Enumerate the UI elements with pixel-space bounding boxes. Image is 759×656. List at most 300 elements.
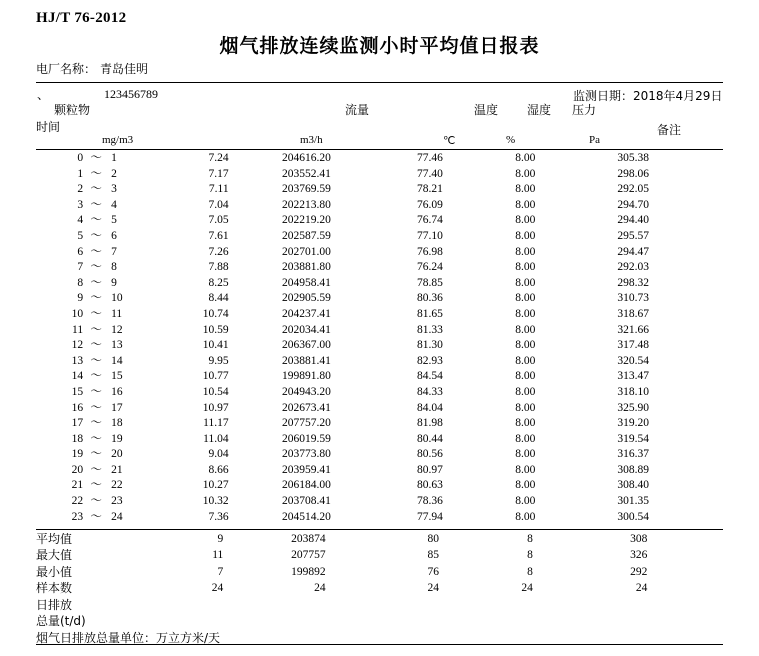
footnote-text: 烟气日排放总量单位：万立方米/天 <box>36 631 221 645</box>
cell-flow: 202213.80 <box>281 198 331 211</box>
cell-particulate: 7.88 <box>208 261 229 274</box>
cell-tilde: ～ <box>90 167 102 180</box>
cell-particulate: 10.77 <box>202 370 229 383</box>
cell-hour-start: 16 <box>71 401 84 414</box>
cell-pressure: 298.06 <box>617 167 650 180</box>
cell-remark <box>693 276 723 292</box>
page-title: 烟气排放连续监测小时平均值日报表 <box>219 35 540 57</box>
summary-particulate: 7 <box>217 565 224 578</box>
cell-temperature: 77.94 <box>416 510 443 523</box>
cell-tilde: ～ <box>90 261 102 274</box>
cell-flow: 203708.41 <box>281 495 331 508</box>
cell-temperature: 78.21 <box>416 183 443 196</box>
unit-flow: m3/h <box>300 134 323 146</box>
column-header-particulate: 颗粒物 <box>54 103 91 117</box>
summary-particulate: 24 <box>211 582 224 595</box>
cell-remark <box>693 354 723 370</box>
table-row <box>36 416 723 432</box>
cell-flow: 202905.59 <box>281 292 331 305</box>
table-row <box>36 494 723 510</box>
cell-hour-start: 22 <box>71 495 84 508</box>
cell-hour-start: 3 <box>77 198 84 211</box>
table-row <box>36 369 723 385</box>
cell-particulate: 8.66 <box>208 463 229 476</box>
summary-remark <box>691 564 723 580</box>
cell-remark <box>693 494 723 510</box>
cell-temperature: 76.24 <box>416 261 443 274</box>
cell-tilde: ～ <box>90 479 102 492</box>
cell-humidity: 8.00 <box>515 463 536 476</box>
column-header-pressure: 压力 <box>572 103 597 117</box>
cell-remark <box>693 213 723 229</box>
table-row <box>36 151 723 167</box>
cell-hour-end: 6 <box>111 229 117 242</box>
standard-number: HJ/T 76-2012 <box>36 10 127 26</box>
cell-pressure: 294.40 <box>617 214 650 227</box>
summary-flow: 24 <box>314 582 326 595</box>
summary-flow: 199892 <box>291 565 326 578</box>
cell-remark <box>693 369 723 385</box>
cell-hour-start: 21 <box>71 479 84 492</box>
cell-flow: 202673.41 <box>281 401 331 414</box>
table-row <box>36 564 723 580</box>
cell-humidity: 8.00 <box>515 245 536 258</box>
summary-humidity: 8 <box>527 549 533 562</box>
cell-particulate: 7.24 <box>208 152 229 164</box>
summary-label: 最小值 <box>36 564 73 579</box>
summary-temperature: 24 <box>427 582 440 595</box>
cell-hour-start: 17 <box>71 417 84 430</box>
cell-remark <box>693 416 723 432</box>
column-header-flow: 流量 <box>345 103 370 117</box>
serial-number: 123456789 <box>104 87 158 101</box>
cell-humidity: 8.00 <box>515 261 536 274</box>
cell-pressure: 300.54 <box>617 510 650 523</box>
cell-tilde: ～ <box>90 276 102 289</box>
cell-hour-end: 20 <box>111 448 123 461</box>
table-row <box>36 229 723 245</box>
cell-flow: 204616.20 <box>281 152 331 164</box>
cell-flow: 202587.59 <box>281 229 331 242</box>
cell-particulate: 9.95 <box>208 354 229 367</box>
cell-pressure: 318.10 <box>617 385 650 398</box>
divider-header <box>36 149 723 150</box>
cell-temperature: 80.36 <box>416 292 443 305</box>
cell-humidity: 8.00 <box>515 214 536 227</box>
summary-table <box>36 531 723 597</box>
cell-humidity: 8.00 <box>515 152 536 164</box>
cell-flow: 203881.80 <box>281 261 331 274</box>
cell-remark <box>693 245 723 261</box>
unit-particulate: mg/m3 <box>102 134 134 146</box>
cell-pressure: 294.70 <box>617 198 650 211</box>
cell-remark <box>693 510 723 526</box>
summary-flow: 207757 <box>291 549 326 562</box>
table-row <box>36 182 723 198</box>
cell-particulate: 7.36 <box>208 510 229 523</box>
table-row <box>36 447 723 463</box>
cell-remark <box>693 198 723 214</box>
cell-flow: 202701.00 <box>281 245 331 258</box>
summary-label: 最大值 <box>36 548 73 563</box>
cell-humidity: 8.00 <box>515 448 536 461</box>
cell-tilde: ～ <box>90 198 102 211</box>
cell-tilde: ～ <box>90 229 102 242</box>
cell-hour-start: 9 <box>77 292 84 305</box>
divider-summary <box>36 529 723 530</box>
cell-remark <box>693 151 723 167</box>
cell-hour-end: 18 <box>111 417 123 430</box>
summary-humidity: 8 <box>527 565 533 578</box>
cell-humidity: 8.00 <box>515 198 536 211</box>
cell-flow: 202034.41 <box>281 323 331 336</box>
cell-particulate: 10.74 <box>202 307 229 320</box>
cell-remark <box>693 323 723 339</box>
table-row <box>36 401 723 417</box>
hourly-data-body <box>36 151 723 525</box>
cell-temperature: 80.56 <box>416 448 443 461</box>
cell-tilde: ～ <box>90 339 102 352</box>
cell-temperature: 78.36 <box>416 495 443 508</box>
cell-temperature: 80.97 <box>416 463 443 476</box>
cell-particulate: 7.04 <box>208 198 229 211</box>
cell-hour-end: 19 <box>111 432 123 445</box>
column-header-remark: 备注 <box>657 123 682 137</box>
table-row <box>36 510 723 526</box>
cell-temperature: 77.10 <box>416 229 443 242</box>
column-header-temperature: 温度 <box>474 103 499 117</box>
cell-flow: 199891.80 <box>281 370 331 383</box>
summary-flow: 203874 <box>291 533 326 545</box>
cell-humidity: 8.00 <box>515 307 536 320</box>
cell-flow: 206019.59 <box>281 432 331 445</box>
cell-remark <box>693 447 723 463</box>
summary-remark <box>691 547 723 563</box>
cell-hour-start: 10 <box>71 307 84 320</box>
cell-tilde: ～ <box>90 417 102 430</box>
cell-humidity: 8.00 <box>515 323 536 336</box>
cell-flow: 206184.00 <box>281 479 331 492</box>
cell-temperature: 81.33 <box>416 323 443 336</box>
cell-hour-end: 11 <box>111 307 123 320</box>
table-row <box>36 547 723 563</box>
cell-humidity: 8.00 <box>515 183 536 196</box>
cell-flow: 203959.41 <box>281 463 331 476</box>
cell-humidity: 8.00 <box>515 401 536 414</box>
cell-pressure: 308.89 <box>617 463 650 476</box>
unit-temperature: ℃ <box>443 135 456 147</box>
cell-temperature: 76.98 <box>416 245 443 258</box>
cell-remark <box>693 291 723 307</box>
plant-name-label: 电厂名称： <box>36 62 97 76</box>
summary-pressure: 24 <box>635 582 648 595</box>
cell-pressure: 319.54 <box>617 432 650 445</box>
cell-tilde: ～ <box>90 292 102 305</box>
cell-pressure: 310.73 <box>617 292 650 305</box>
unit-pressure: Pa <box>589 134 600 146</box>
cell-humidity: 8.00 <box>515 432 536 445</box>
cell-tilde: ～ <box>90 370 102 383</box>
daily-emission-line1: 日排放 <box>36 598 73 612</box>
cell-tilde: ～ <box>90 245 102 258</box>
summary-temperature: 80 <box>427 533 440 545</box>
cell-tilde: ～ <box>90 183 102 196</box>
cell-remark <box>693 307 723 323</box>
cell-tilde: ～ <box>90 214 102 227</box>
cell-hour-start: 23 <box>71 510 84 523</box>
cell-temperature: 81.65 <box>416 307 443 320</box>
cell-flow: 206367.00 <box>281 339 331 352</box>
cell-particulate: 7.05 <box>208 214 229 227</box>
summary-pressure: 326 <box>630 549 648 562</box>
cell-temperature: 81.30 <box>416 339 443 352</box>
cell-pressure: 321.66 <box>617 323 650 336</box>
cell-pressure: 313.47 <box>617 370 650 383</box>
cell-remark <box>693 229 723 245</box>
cell-hour-end: 8 <box>111 261 117 274</box>
cell-hour-start: 0 <box>77 152 84 164</box>
table-row <box>36 307 723 323</box>
cell-temperature: 84.54 <box>416 370 443 383</box>
cell-remark <box>693 478 723 494</box>
cell-particulate: 11.04 <box>203 432 229 445</box>
summary-particulate: 9 <box>217 533 224 545</box>
cell-temperature: 76.74 <box>416 214 443 227</box>
cell-humidity: 8.00 <box>515 229 536 242</box>
cell-hour-start: 14 <box>71 370 84 383</box>
table-row <box>36 432 723 448</box>
cell-tilde: ～ <box>90 448 102 461</box>
cell-pressure: 318.67 <box>617 307 650 320</box>
cell-hour-start: 19 <box>71 448 84 461</box>
table-row <box>36 338 723 354</box>
table-row <box>36 385 723 401</box>
cell-particulate: 10.97 <box>202 401 229 414</box>
cell-hour-end: 13 <box>111 339 123 352</box>
cell-remark <box>693 167 723 183</box>
table-row <box>36 478 723 494</box>
cell-pressure: 325.90 <box>617 401 650 414</box>
monitor-date: 监测日期：2018年4月29日 <box>573 89 723 103</box>
cell-flow: 203769.59 <box>281 183 331 196</box>
cell-hour-start: 1 <box>77 167 84 180</box>
cell-tilde: ～ <box>90 401 102 414</box>
cell-humidity: 8.00 <box>515 339 536 352</box>
cell-flow: 204943.20 <box>281 385 331 398</box>
cell-temperature: 81.98 <box>416 417 443 430</box>
cell-humidity: 8.00 <box>515 510 536 523</box>
cell-hour-start: 8 <box>77 276 84 289</box>
cell-pressure: 317.48 <box>617 339 650 352</box>
cell-flow: 203881.41 <box>281 354 331 367</box>
cell-hour-end: 4 <box>111 198 117 211</box>
summary-particulate: 11 <box>212 549 224 562</box>
cell-pressure: 295.57 <box>617 229 650 242</box>
table-row <box>36 531 723 547</box>
cell-flow: 203773.80 <box>281 448 331 461</box>
cell-hour-start: 5 <box>77 229 84 242</box>
cell-pressure: 305.38 <box>617 152 650 164</box>
cell-tilde: ～ <box>90 463 102 476</box>
summary-temperature: 85 <box>427 549 440 562</box>
cell-remark <box>693 338 723 354</box>
cell-temperature: 76.09 <box>416 198 443 211</box>
cell-temperature: 77.46 <box>416 152 443 164</box>
cell-humidity: 8.00 <box>515 276 536 289</box>
table-row <box>36 323 723 339</box>
cell-hour-end: 16 <box>111 385 123 398</box>
cell-pressure: 294.47 <box>617 245 650 258</box>
unit-humidity: % <box>506 134 516 146</box>
cell-hour-end: 17 <box>111 401 123 414</box>
cell-temperature: 78.85 <box>416 276 443 289</box>
divider-top <box>36 82 723 83</box>
cell-remark <box>693 182 723 198</box>
daily-emission-line2: 总量(t/d) <box>36 614 86 629</box>
cell-particulate: 11.17 <box>203 417 229 430</box>
cell-hour-end: 22 <box>111 479 123 492</box>
cell-hour-end: 15 <box>111 370 123 383</box>
summary-pressure: 308 <box>630 533 648 545</box>
plant-name-line <box>36 60 148 77</box>
summary-humidity: 8 <box>527 533 533 545</box>
cell-particulate: 7.11 <box>208 183 229 196</box>
cell-temperature: 84.33 <box>416 385 443 398</box>
summary-label: 样本数 <box>36 581 73 596</box>
table-row <box>36 260 723 276</box>
cell-flow: 204514.20 <box>281 510 331 523</box>
table-row <box>36 291 723 307</box>
summary-temperature: 76 <box>427 565 440 578</box>
table-row <box>36 354 723 370</box>
cell-pressure: 308.40 <box>617 479 650 492</box>
cell-humidity: 8.00 <box>515 167 536 180</box>
plant-name-value: 青岛佳明 <box>100 62 149 76</box>
hourly-data-table <box>36 151 723 525</box>
cell-hour-start: 7 <box>77 261 84 274</box>
cell-hour-end: 3 <box>111 183 117 196</box>
cell-tilde: ～ <box>90 307 102 320</box>
cell-hour-start: 20 <box>71 463 84 476</box>
cell-hour-start: 6 <box>77 245 84 258</box>
cell-pressure: 298.32 <box>617 276 650 289</box>
cell-remark <box>693 260 723 276</box>
cell-tilde: ～ <box>90 152 102 164</box>
cell-flow: 207757.20 <box>281 417 331 430</box>
cell-tilde: ～ <box>90 510 102 523</box>
cell-flow: 204237.41 <box>281 307 331 320</box>
cell-hour-start: 2 <box>77 183 84 196</box>
cell-humidity: 8.00 <box>515 370 536 383</box>
column-header-time: 时间 <box>36 120 61 134</box>
cell-hour-start: 18 <box>71 432 84 445</box>
cell-hour-start: 4 <box>77 214 84 227</box>
cell-particulate: 7.61 <box>208 229 229 242</box>
summary-label: 平均值 <box>36 532 73 546</box>
cell-hour-end: 1 <box>111 152 117 164</box>
summary-body <box>36 531 723 597</box>
cell-tilde: ～ <box>90 385 102 398</box>
cell-remark <box>693 463 723 479</box>
cell-tilde: ～ <box>90 495 102 508</box>
dash-mark: 、 <box>37 88 50 102</box>
cell-particulate: 9.04 <box>208 448 229 461</box>
cell-hour-end: 10 <box>111 292 123 305</box>
daily-emission-label <box>36 597 86 630</box>
cell-flow: 203552.41 <box>281 167 331 180</box>
cell-particulate: 10.41 <box>202 339 229 352</box>
cell-tilde: ～ <box>90 354 102 367</box>
cell-particulate: 7.26 <box>208 245 229 258</box>
cell-flow: 202219.20 <box>281 214 331 227</box>
cell-temperature: 80.63 <box>416 479 443 492</box>
cell-humidity: 8.00 <box>515 417 536 430</box>
cell-humidity: 8.00 <box>515 385 536 398</box>
cell-remark <box>693 401 723 417</box>
cell-particulate: 8.25 <box>208 276 229 289</box>
summary-humidity: 24 <box>521 582 533 595</box>
cell-temperature: 82.93 <box>416 354 443 367</box>
cell-humidity: 8.00 <box>515 479 536 492</box>
cell-temperature: 84.04 <box>416 401 443 414</box>
cell-particulate: 10.54 <box>202 385 229 398</box>
cell-hour-start: 15 <box>71 385 84 398</box>
table-row <box>36 463 723 479</box>
cell-tilde: ～ <box>90 432 102 445</box>
cell-pressure: 301.35 <box>617 495 650 508</box>
cell-particulate: 10.32 <box>202 495 229 508</box>
table-row <box>36 213 723 229</box>
cell-hour-end: 24 <box>111 510 123 523</box>
cell-particulate: 10.59 <box>202 323 229 336</box>
cell-hour-end: 21 <box>111 463 123 476</box>
cell-hour-end: 12 <box>111 323 123 336</box>
summary-pressure: 292 <box>630 565 648 578</box>
cell-flow: 204958.41 <box>281 276 331 289</box>
table-row <box>36 580 723 596</box>
cell-hour-end: 14 <box>111 354 123 367</box>
cell-hour-end: 23 <box>111 495 123 508</box>
cell-temperature: 77.40 <box>416 167 443 180</box>
cell-pressure: 319.20 <box>617 417 650 430</box>
cell-pressure: 316.37 <box>617 448 650 461</box>
cell-remark <box>693 432 723 448</box>
summary-remark <box>691 531 723 547</box>
cell-pressure: 292.05 <box>617 183 650 196</box>
cell-pressure: 292.03 <box>617 261 650 274</box>
cell-hour-start: 13 <box>71 354 84 367</box>
cell-humidity: 8.00 <box>515 354 536 367</box>
cell-hour-end: 9 <box>111 276 117 289</box>
cell-humidity: 8.00 <box>515 495 536 508</box>
table-row <box>36 198 723 214</box>
table-row <box>36 167 723 183</box>
cell-hour-start: 12 <box>71 339 84 352</box>
cell-hour-end: 2 <box>111 167 117 180</box>
column-header-humidity: 湿度 <box>527 103 552 117</box>
cell-hour-start: 11 <box>72 323 84 336</box>
cell-pressure: 320.54 <box>617 354 650 367</box>
cell-hour-end: 7 <box>111 245 117 258</box>
summary-remark <box>691 580 723 596</box>
cell-hour-end: 5 <box>111 214 117 227</box>
cell-particulate: 8.44 <box>208 292 229 305</box>
cell-temperature: 80.44 <box>416 432 443 445</box>
cell-particulate: 10.27 <box>202 479 229 492</box>
table-row <box>36 276 723 292</box>
cell-remark <box>693 385 723 401</box>
cell-humidity: 8.00 <box>515 292 536 305</box>
